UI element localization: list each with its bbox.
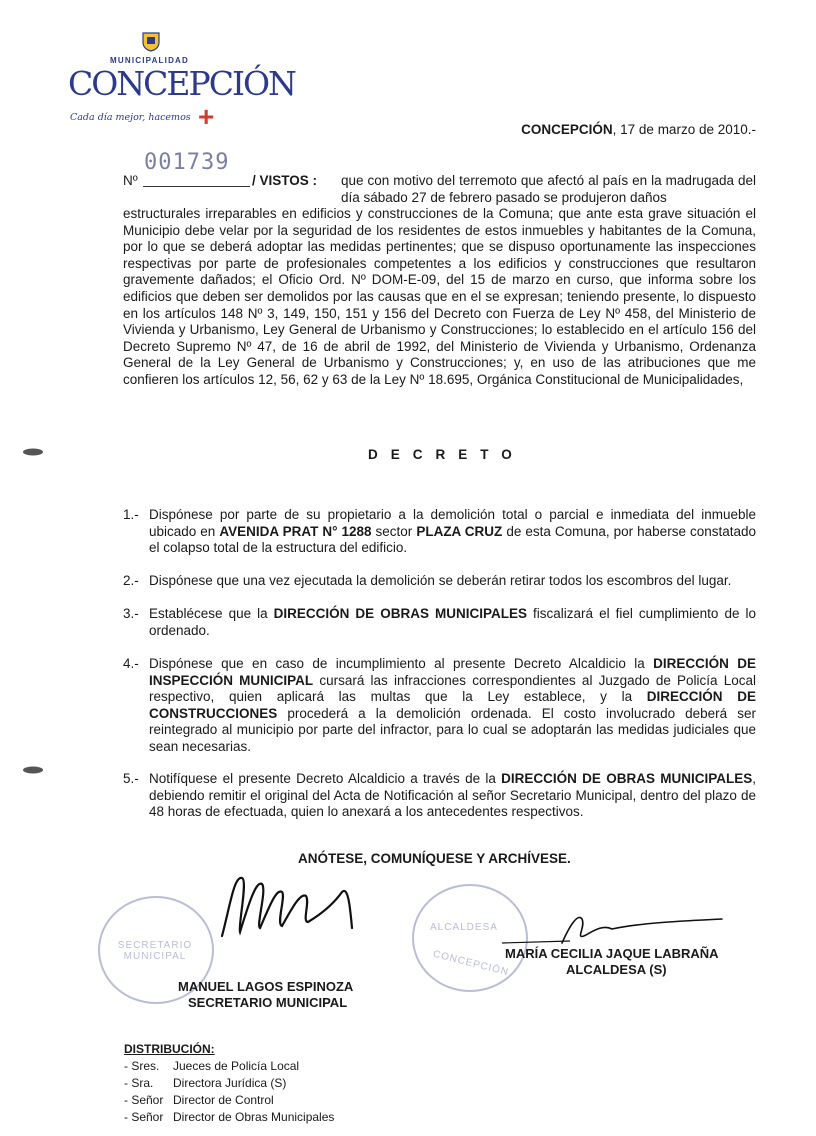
distribution-row: - Sres. Jueces de Policía Local	[124, 1059, 300, 1073]
item-number: 4.-	[123, 656, 139, 671]
mayor-stamp-arc-text: CONCEPCIÓN	[431, 948, 510, 979]
vistos-label: / VISTOS :	[252, 173, 318, 188]
decree-item-5	[123, 771, 756, 821]
item-number: 2.-	[123, 573, 139, 588]
distribution-row: - Señor Director de Control	[124, 1093, 274, 1107]
item-text: Dispónese por parte de su propietario a la demolición total o parcial e inmediata del inmueble ubicado en AVENIDA PRAT N° 1288 sector PLAZA CRUZ de esta Comuna, por haberse constatado el colapso total de la estructura del edificio.	[149, 507, 757, 556]
distribution-row: - Señor Director de Obras Municipales	[124, 1110, 335, 1124]
decreto-heading: DECRETO	[368, 447, 525, 462]
secretary-name: MANUEL LAGOS ESPINOZA	[178, 979, 354, 994]
punch-hole-icon	[22, 446, 44, 456]
item-text: Dispónese que en caso de incumplimiento al presente Decreto Alcaldicio la DIRECCIÓN DE INSPECCIÓN MUNICIPAL cursará las infracciones correspondientes al Juzgado de Policía Local respectivo, quien aplicará las multas que la Ley establece, y la DIRECCIÓN DE CONSTRUCCIONES procederá a la demolición ordenada. El costo involucrado deberá ser reintegrado al municipio por parte del infractor, para lo cual se adoptarán las medidas judiciales que sean necesarias.	[149, 656, 756, 754]
item-text: Establécese que la DIRECCIÓN DE OBRAS MUNICIPALES fiscalizará el fiel cumplimiento de lo ordenado.	[149, 606, 756, 638]
punch-hole-icon	[22, 764, 44, 774]
distribution-heading: DISTRIBUCIÓN:	[124, 1042, 215, 1056]
document-number-stamp: 001739	[144, 150, 230, 175]
decree-item-3	[123, 606, 756, 639]
logo-municipality-text: MUNICIPALIDAD	[110, 56, 190, 65]
municipality-logo	[62, 30, 295, 140]
mayor-title: ALCALDESA (S)	[566, 962, 667, 977]
vistos-first-lines: que con motivo del terremoto que afectó al país en la madrugada del día sábado 27 de febrero pasado se produjeron daños	[341, 173, 756, 205]
secretary-signature-icon	[212, 866, 382, 946]
number-underline	[143, 186, 250, 187]
decree-item-1	[123, 507, 756, 557]
distribution-row: - Sra. Directora Jurídica (S)	[124, 1076, 287, 1090]
date-text: , 17 de marzo de 2010.-	[612, 122, 756, 137]
closing-formula: ANÓTESE, COMUNÍQUESE Y ARCHÍVESE.	[298, 851, 571, 866]
secretary-title: SECRETARIO MUNICIPAL	[188, 995, 348, 1010]
item-number: 1.-	[123, 507, 139, 522]
logo-plus-icon: +	[198, 101, 215, 132]
item-text: Dispónese que una vez ejecutada la demolición se deberán retirar todos los escombros del lugar.	[149, 573, 732, 588]
date-line	[460, 122, 756, 137]
number-label: Nº	[123, 173, 138, 188]
mayor-name: MARÍA CECILIA JAQUE LABRAÑA	[505, 946, 719, 961]
decree-item-2	[123, 573, 756, 590]
date-city: CONCEPCIÓN	[521, 122, 613, 137]
vistos-paragraph: estructurales irreparables en edificios y construcciones de la Comuna; que ante esta grave situación el Municipio debe velar por la seguridad de los residentes de estos inmuebles y habitantes de la Comuna, por lo que se deberá adoptar las medidas pertinentes; que se dispuso oportunamente las inspecciones respectivas por parte de profesionales competentes a los edificios y construcciones que resultaron gravemente dañados; el Oficio Ord. Nº DOM-E-09, del 15 de marzo en curso, que informa sobre los edificios que deben ser demolidos por las causas que en el se expresan; teniendo presente, lo dispuesto en los artículos 148 Nº 3, 149, 150, 151 y 156 del Decreto con Fuerza de Ley Nº 458, del Ministerio de Vivienda y Urbanismo, Ley General de Urbanismo y Construcciones; lo establecido en el artículo 156 del Decreto Supremo Nº 47, de 16 de abril de 1992, del Ministerio de Vivienda y Urbanismo, Ordenanza General de la Ley General de Urbanismo y Construcciones; y, en uso de las atribuciones que me confieren los artículos 12, 56, 62 y 63 de la Ley Nº 18.695, Orgánica Constitucional de Municipalidades,	[123, 206, 756, 387]
mayor-stamp-text: ALCALDESA	[430, 922, 498, 933]
logo-slogan-text: Cada día mejor, hacemos	[70, 112, 191, 123]
coat-of-arms-icon	[142, 32, 160, 52]
decree-item-4	[123, 656, 756, 756]
item-number: 5.-	[123, 771, 139, 786]
logo-name-text: CONCEPCIÓN	[68, 64, 295, 103]
secretary-stamp-text: SECRETARIO MUNICIPAL	[117, 940, 193, 962]
item-number: 3.-	[123, 606, 139, 621]
item-text: Notifíquese el presente Decreto Alcaldicio a través de la DIRECCIÓN DE OBRAS MUNICIPALES, debiendo remitir el original del Acta de Notificación al señor Secretario Municipal, dentro del plazo de 48 horas de efectuada, quien lo anexará a los antecedentes respectivos.	[149, 771, 757, 820]
